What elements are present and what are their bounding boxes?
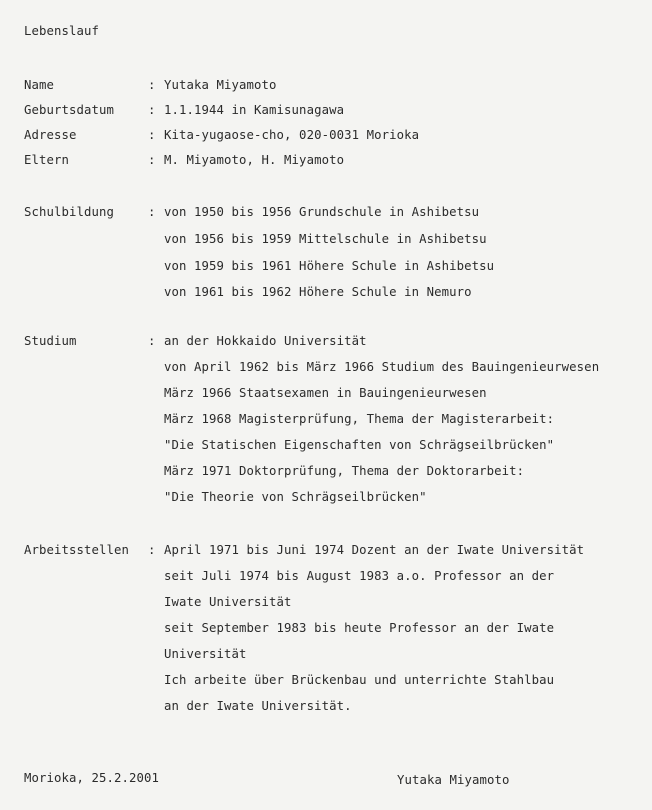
- label-arbeitsstellen: Arbeitsstellen: [24, 543, 130, 557]
- schulbildung-line: von 1961 bis 1962 Höhere Schule in Nemuro: [164, 285, 472, 299]
- arbeitsstellen-line: Iwate Universität: [164, 595, 292, 609]
- colon: :: [148, 205, 156, 219]
- place-date: Morioka, 25.2.2001: [24, 771, 160, 785]
- colon: :: [148, 128, 156, 142]
- colon: :: [148, 543, 156, 557]
- arbeitsstellen-line: Ich arbeite über Brückenbau und unterrichte Stahlbau: [164, 673, 555, 687]
- arbeitsstellen-line: seit Juli 1974 bis August 1983 a.o. Professor an der: [164, 569, 555, 583]
- studium-line: März 1968 Magisterprüfung, Thema der Magisterarbeit:: [164, 412, 555, 426]
- colon: :: [148, 153, 156, 167]
- colon: :: [148, 78, 156, 92]
- value-geburtsdatum: 1.1.1944 in Kamisunagawa: [164, 103, 345, 117]
- label-studium: Studium: [24, 334, 77, 348]
- studium-line: "Die Theorie von Schrägseilbrücken": [164, 490, 427, 504]
- label-geburtsdatum: Geburtsdatum: [24, 103, 115, 117]
- studium-line: "Die Statischen Eigenschaften von Schrägseilbrücken": [164, 438, 555, 452]
- label-adresse: Adresse: [24, 128, 77, 142]
- studium-line: März 1971 Doktorprüfung, Thema der Doktorarbeit:: [164, 464, 525, 478]
- studium-line: März 1966 Staatsexamen in Bauingenieurwesen: [164, 386, 487, 400]
- label-name: Name: [24, 78, 55, 92]
- value-eltern: M. Miyamoto, H. Miyamoto: [164, 153, 345, 167]
- value-adresse: Kita-yugaose-cho, 020-0031 Morioka: [164, 128, 420, 142]
- studium-line: von April 1962 bis März 1966 Studium des Bauingenieurwesen: [164, 360, 600, 374]
- label-eltern: Eltern: [24, 153, 70, 167]
- label-schulbildung: Schulbildung: [24, 205, 115, 219]
- studium-line: an der Hokkaido Universität: [164, 334, 367, 348]
- signature-name: Yutaka Miyamoto: [397, 773, 510, 787]
- colon: :: [148, 103, 156, 117]
- value-name: Yutaka Miyamoto: [164, 78, 277, 92]
- colon: :: [148, 334, 156, 348]
- arbeitsstellen-line: seit September 1983 bis heute Professor an der Iwate: [164, 621, 555, 635]
- arbeitsstellen-line: an der Iwate Universität.: [164, 699, 352, 713]
- arbeitsstellen-line: Universität: [164, 647, 247, 661]
- schulbildung-line: von 1950 bis 1956 Grundschule in Ashibetsu: [164, 205, 480, 219]
- arbeitsstellen-line: April 1971 bis Juni 1974 Dozent an der Iwate Universität: [164, 543, 585, 557]
- schulbildung-line: von 1956 bis 1959 Mittelschule in Ashibetsu: [164, 232, 487, 246]
- schulbildung-line: von 1959 bis 1961 Höhere Schule in Ashibetsu: [164, 259, 495, 273]
- document-title: Lebenslauf: [24, 24, 100, 38]
